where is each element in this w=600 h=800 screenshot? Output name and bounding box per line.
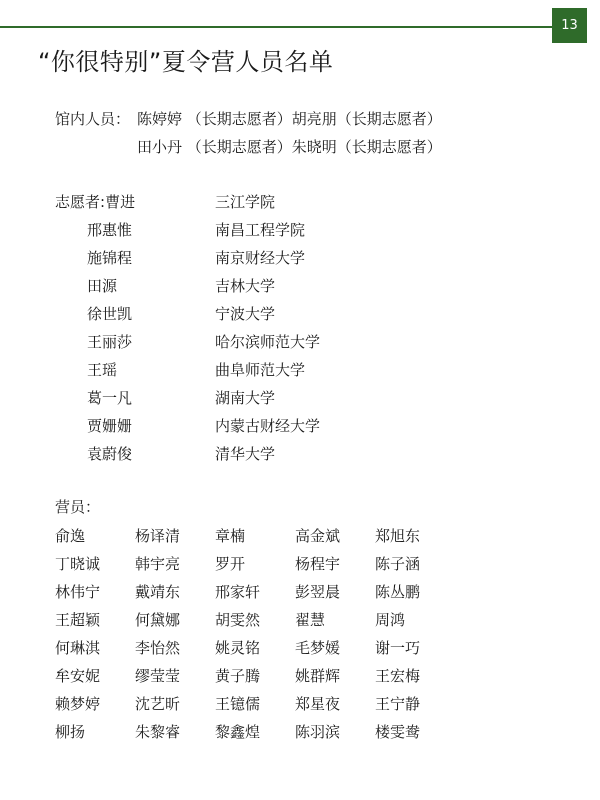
staff-line xyxy=(55,133,442,161)
volunteer-school: 哈尔滨师范大学 xyxy=(215,333,321,351)
camper-name: 章楠 xyxy=(215,527,246,545)
volunteer-label: 志愿者: xyxy=(55,193,106,211)
staff-names: 陈婷婷 （长期志愿者）胡亮朋（长期志愿者） xyxy=(137,110,442,128)
camper-name: 姚灵铭 xyxy=(215,639,261,657)
camper-name: 彭翌晨 xyxy=(295,583,341,601)
camper-name: 陈羽滨 xyxy=(295,723,341,741)
volunteer-school: 三江学院 xyxy=(215,193,276,211)
page-title: “你很特别”夏令营人员名单 xyxy=(38,48,334,76)
volunteer-school: 曲阜师范大学 xyxy=(215,361,306,379)
camper-name: 丁晓诚 xyxy=(55,555,101,573)
camper-name: 朱黎睿 xyxy=(135,723,181,741)
volunteer-school: 南京财经大学 xyxy=(215,249,306,267)
staff-line xyxy=(55,105,442,133)
volunteer-school: 清华大学 xyxy=(215,445,276,463)
camper-name: 郑旭东 xyxy=(375,527,421,545)
volunteer-name: 邢惠惟 xyxy=(87,221,133,239)
camper-name: 罗开 xyxy=(215,555,246,573)
camper-name: 陈子涵 xyxy=(375,555,421,573)
volunteer-school: 内蒙古财经大学 xyxy=(215,417,321,435)
camper-name: 姚群辉 xyxy=(295,667,341,685)
camper-name: 高金斌 xyxy=(295,527,341,545)
camper-name: 李怡然 xyxy=(135,639,181,657)
camper-name: 郑星夜 xyxy=(295,695,341,713)
camper-name: 沈艺昕 xyxy=(135,695,181,713)
staff-section xyxy=(55,105,442,161)
campers-label: 营员： xyxy=(55,498,101,516)
camper-name: 杨程宇 xyxy=(295,555,341,573)
staff-names: 田小丹 （长期志愿者）朱晓明（长期志愿者） xyxy=(137,138,442,156)
camper-name: 毛梦媛 xyxy=(295,639,341,657)
camper-name: 何黛娜 xyxy=(135,611,181,629)
camper-name: 缪莹莹 xyxy=(135,667,181,685)
camper-name: 黎鑫煌 xyxy=(215,723,261,741)
camper-name: 周鸿 xyxy=(375,611,406,629)
camper-name: 柳扬 xyxy=(55,723,86,741)
camper-name: 俞逸 xyxy=(55,527,86,545)
page-number-badge xyxy=(552,8,587,43)
camper-name: 楼雯鸯 xyxy=(375,723,421,741)
volunteer-name: 王丽莎 xyxy=(87,333,133,351)
volunteer-name: 施锦程 xyxy=(87,249,133,267)
camper-name: 邢家轩 xyxy=(215,583,261,601)
volunteer-school: 南昌工程学院 xyxy=(215,221,306,239)
staff-label: 馆内人员： xyxy=(55,110,131,128)
camper-name: 王超颖 xyxy=(55,611,101,629)
camper-name: 王宏梅 xyxy=(375,667,421,685)
camper-name: 王镱儒 xyxy=(215,695,261,713)
camper-name: 林伟宁 xyxy=(55,583,101,601)
camper-name: 赖梦婷 xyxy=(55,695,101,713)
volunteer-school: 宁波大学 xyxy=(215,305,276,323)
camper-name: 王宁静 xyxy=(375,695,421,713)
camper-name: 牟安妮 xyxy=(55,667,101,685)
volunteer-name: 王瑶 xyxy=(87,361,118,379)
header-rule xyxy=(0,26,552,28)
camper-name: 杨译清 xyxy=(135,527,181,545)
volunteer-name: 贾姗姗 xyxy=(87,417,133,435)
volunteer-name: 袁蔚俊 xyxy=(87,445,133,463)
camper-name: 翟慧 xyxy=(295,611,326,629)
page-number: 13 xyxy=(561,18,578,33)
campers-grid xyxy=(55,522,455,746)
volunteer-school: 湖南大学 xyxy=(215,389,276,407)
volunteer-school: 吉林大学 xyxy=(215,277,276,295)
camper-name: 韩宇亮 xyxy=(135,555,181,573)
volunteer-name: 徐世凯 xyxy=(87,305,133,323)
camper-name: 胡雯然 xyxy=(215,611,261,629)
camper-name: 谢一巧 xyxy=(375,639,421,657)
camper-name: 何琳淇 xyxy=(55,639,101,657)
camper-name: 黄子腾 xyxy=(215,667,261,685)
camper-name: 戴靖东 xyxy=(135,583,181,601)
camper-name: 陈丛鹏 xyxy=(375,583,421,601)
volunteer-name: 田源 xyxy=(87,277,118,295)
volunteer-name xyxy=(55,188,135,216)
volunteer-name-text: 曹进 xyxy=(105,193,136,211)
volunteer-name: 葛一凡 xyxy=(87,389,133,407)
